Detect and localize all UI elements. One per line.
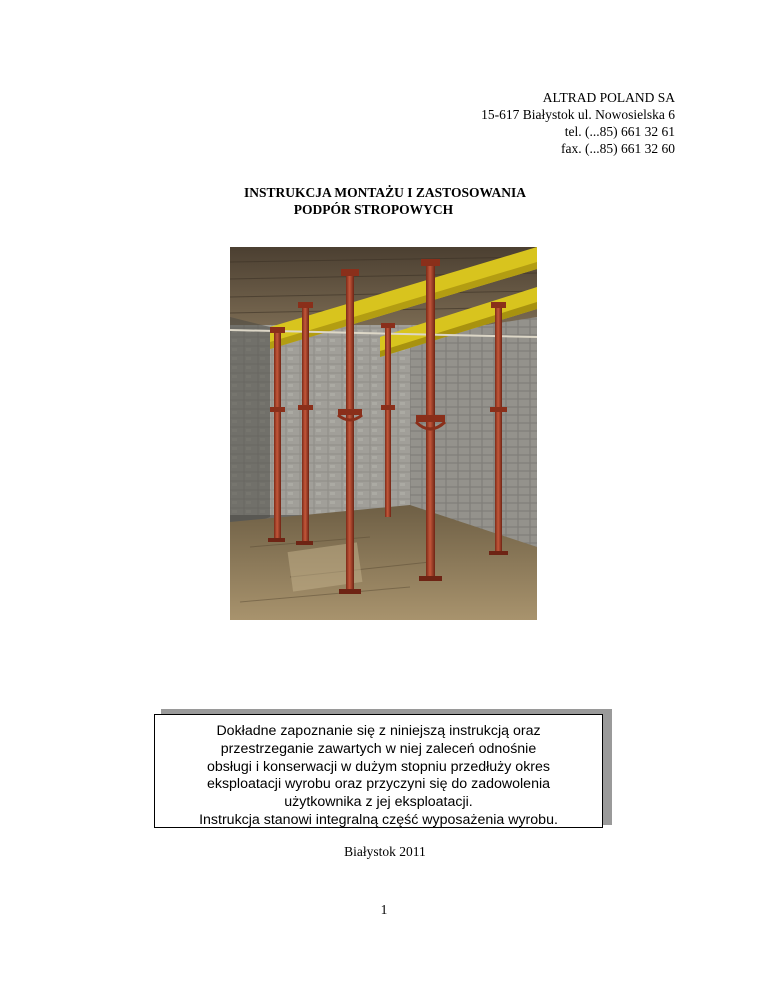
page-number: 1 <box>380 902 388 917</box>
notice-line: przestrzeganie zawartych w niej zaleceń odnośnie <box>220 740 537 757</box>
notice-line: użytkownika z jej eksploatacji. <box>284 794 473 811</box>
company-address: 15-617 Białystok ul. Nowosielska 6 <box>481 107 675 122</box>
document-title-line-2: PODPÓR STROPOWYCH <box>293 202 454 217</box>
notice-line: obsługi i konserwacji w dużym stopniu przedłuży okres <box>206 758 550 775</box>
company-header <box>481 89 675 157</box>
company-phone: tel. (...85) 661 32 61 <box>564 124 675 139</box>
company-name: ALTRAD POLAND SA <box>542 90 675 105</box>
floor-props-photo <box>230 247 537 620</box>
place-date: Białystok 2011 <box>344 844 426 859</box>
photo-icon <box>230 247 537 620</box>
notice-line: eksploatacji wyrobu oraz przyczyni się do zadowolenia <box>206 776 551 793</box>
document-title <box>0 184 768 218</box>
notice-box <box>154 714 603 828</box>
notice-line: Dokładne zapoznanie się z niniejszą instrukcją oraz <box>216 723 541 739</box>
notice-line: Instrukcja stanowi integralną część wyposażenia wyrobu. <box>199 811 558 828</box>
document-title-line-1: INSTRUKCJA MONTAŻU I ZASTOSOWANIA <box>244 185 526 200</box>
company-fax: fax. (...85) 661 32 60 <box>561 141 675 156</box>
